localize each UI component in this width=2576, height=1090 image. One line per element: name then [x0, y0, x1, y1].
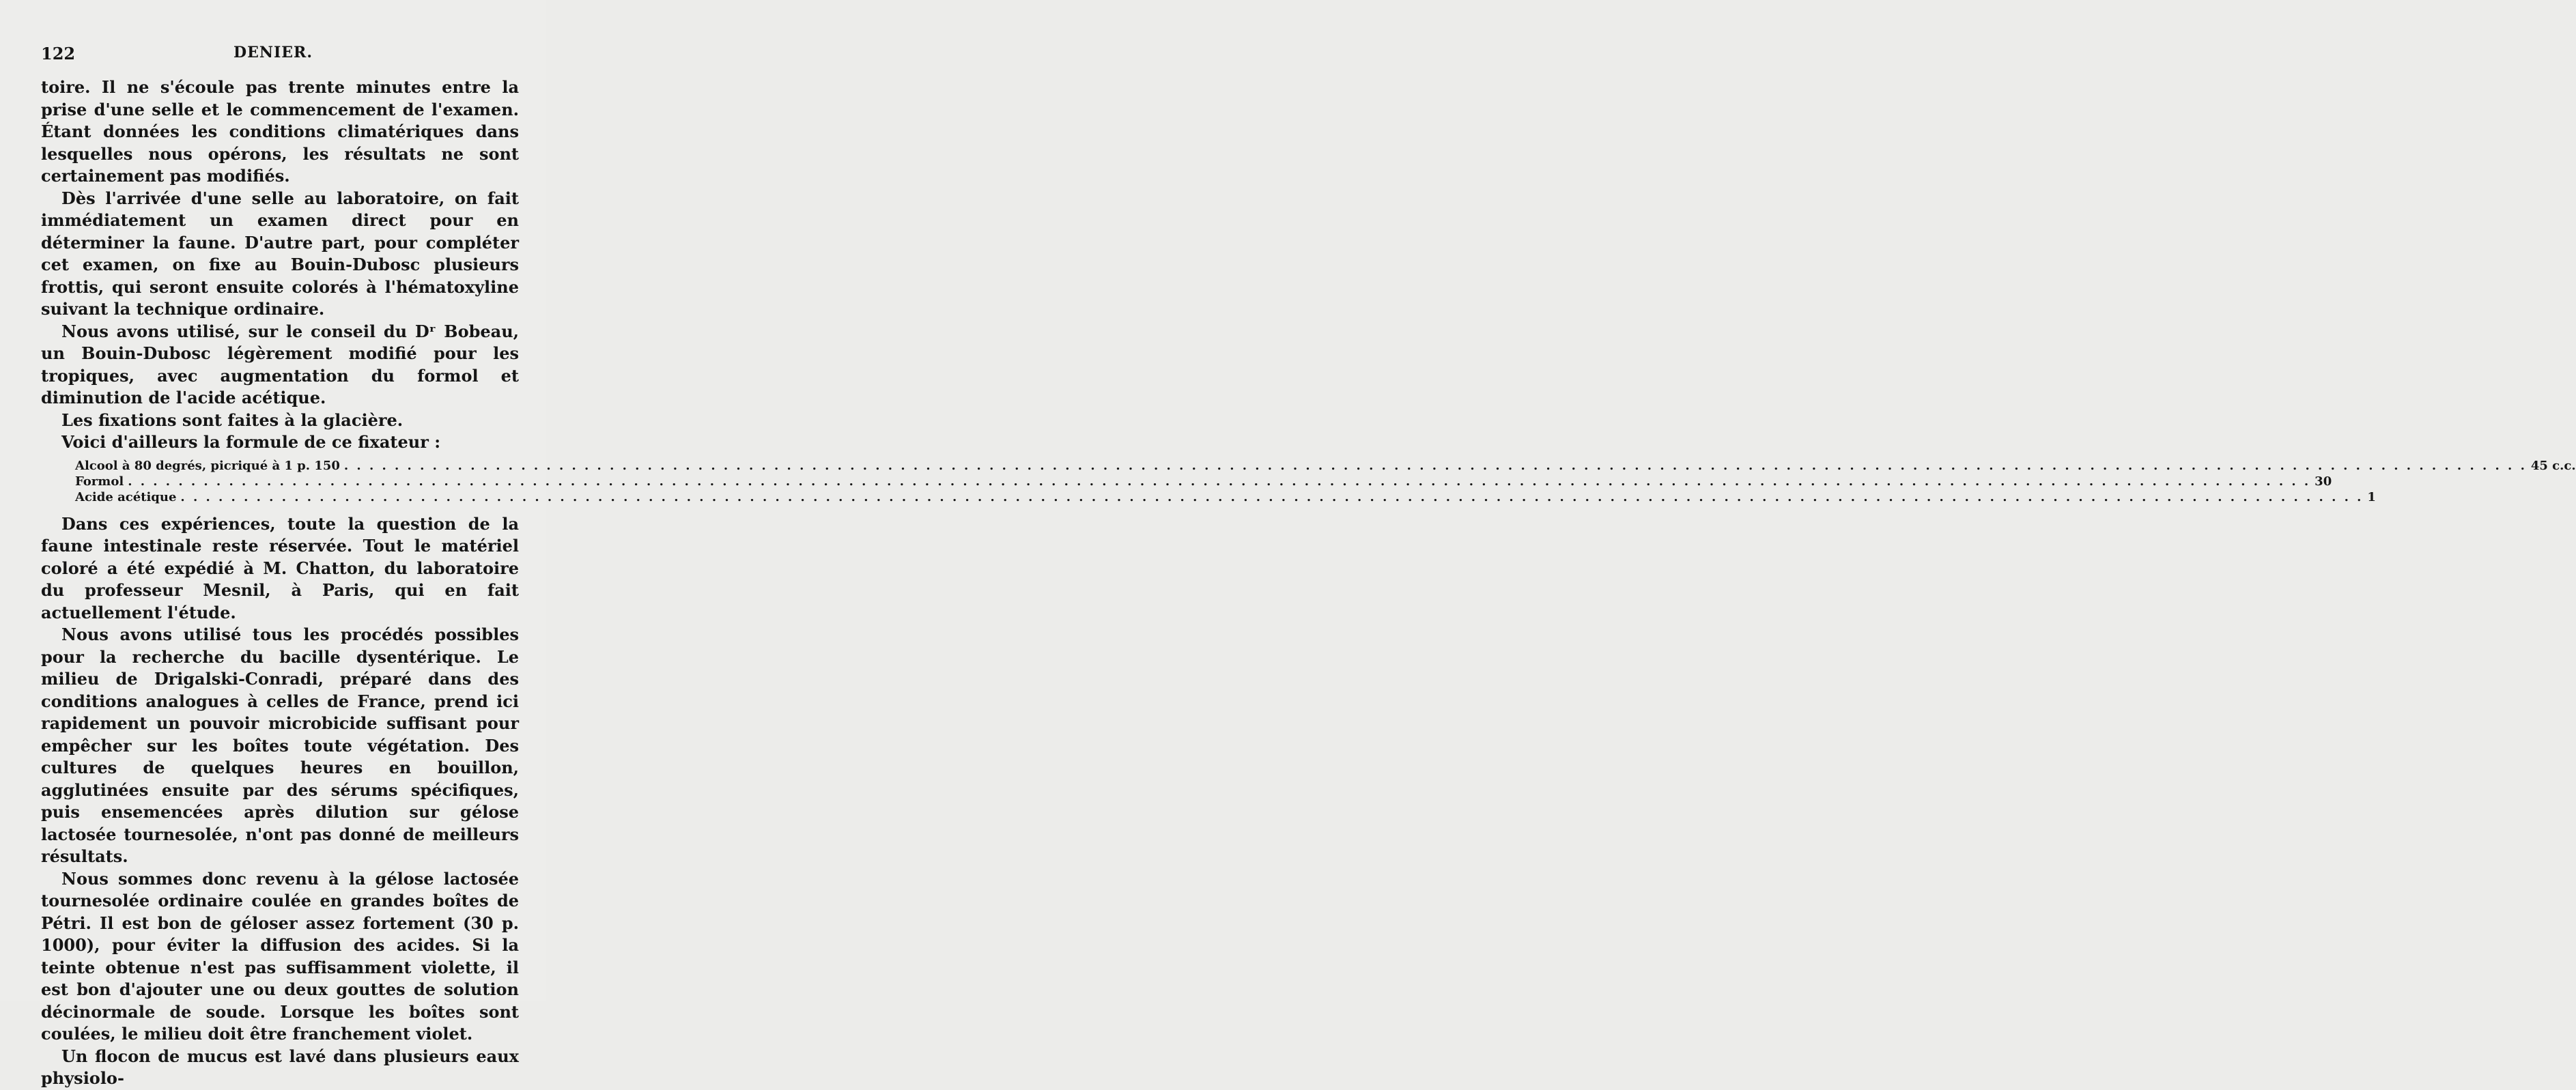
formula-ingredient: Acide acétique: [75, 489, 177, 504]
paragraph: Les fixations sont faites à la glacière.: [61, 410, 404, 430]
dot-leader: [180, 489, 2363, 505]
paragraph: Nous avons utilisé, sur le conseil du Dʳ Bobeau, un Bouin-Dubosc légèrement modifié pour les tropiques, avec augmentation du formol et diminution de l'acide acétique.: [41, 321, 519, 407]
formula-ingredient: Formol: [75, 474, 124, 489]
fixative-formula: [41, 458, 2576, 505]
dot-leader: [344, 458, 2527, 474]
paragraph: Nous avons utilisé tous les procédés possibles pour la recherche du bacille dysentérique. Le milieu de Drigalski-Conradi, préparé dans des conditions analogues à celles de France, prend ici rapidement un pouvoir microbicide suffisant pour empêcher sur les boîtes toute végétation. Des cultures de quelques heures en bouillon, agglutinées ensuite par des sérums spécifiques, puis ensemencées après dilution sur gélose lactosée tournesolée, n'ont pas donné de meilleurs résultats.: [41, 625, 519, 866]
paragraph: Un flocon de mucus est lavé dans plusieurs eaux physiolo-: [41, 1046, 519, 1088]
formula-row: [75, 458, 2576, 474]
paragraph-continued: toire. Il ne s'écoule pas trente minutes entre la prise d'une selle et le commencement de l'examen. Étant données les conditions climatériques dans lesquelles nous opérons, les résultats ne sont certainement pas modifiés.: [41, 77, 519, 186]
dot-leader: [128, 474, 2310, 489]
page-body: [41, 76, 2576, 1090]
paragraph: Dès l'arrivée d'une selle au laboratoire, on fait immédiatement un examen direct pour en déterminer la faune. D'autre part, pour compléter cet examen, on fixe au Bouin-Dubosc plusieurs frottis, qui seront ensuite colorés à l'hématoxyline suivant la technique ordinaire.: [41, 188, 519, 319]
formula-quantity: 1: [2367, 489, 2376, 504]
running-title: DENIER.: [233, 44, 313, 61]
page-header: [0, 41, 546, 66]
paragraph: Voici d'ailleurs la formule de ce fixateur :: [61, 432, 441, 452]
paragraph: Nous sommes donc revenu à la gélose lactosée tournesolée ordinaire coulée en grandes boîtes de Pétri. Il est bon de géloser assez fortement (30 p. 1000), pour éviter la diffusion des acides. Si la teinte obtenue n'est pas suffisamment violette, il est bon d'ajouter une ou deux gouttes de solution décinormale de soude. Lorsque les boîtes sont coulées, le milieu doit être franchement violet.: [41, 868, 519, 1044]
formula-quantity: 30: [2315, 474, 2332, 489]
formula-ingredient: Alcool à 80 degrés, picriqué à 1 p. 150: [75, 458, 340, 473]
paragraph: Dans ces expériences, toute la question de la faune intestinale reste réservée. Tout le matériel coloré a été expédié à M. Chatton, du laboratoire du professeur Mesnil, à Paris, qui en fait actuellement l'étude.: [41, 513, 519, 622]
formula-quantity: 45 c.c.: [2530, 458, 2576, 473]
formula-row: [75, 489, 2376, 505]
formula-row: [75, 474, 2332, 489]
page-number: 122: [41, 44, 76, 63]
